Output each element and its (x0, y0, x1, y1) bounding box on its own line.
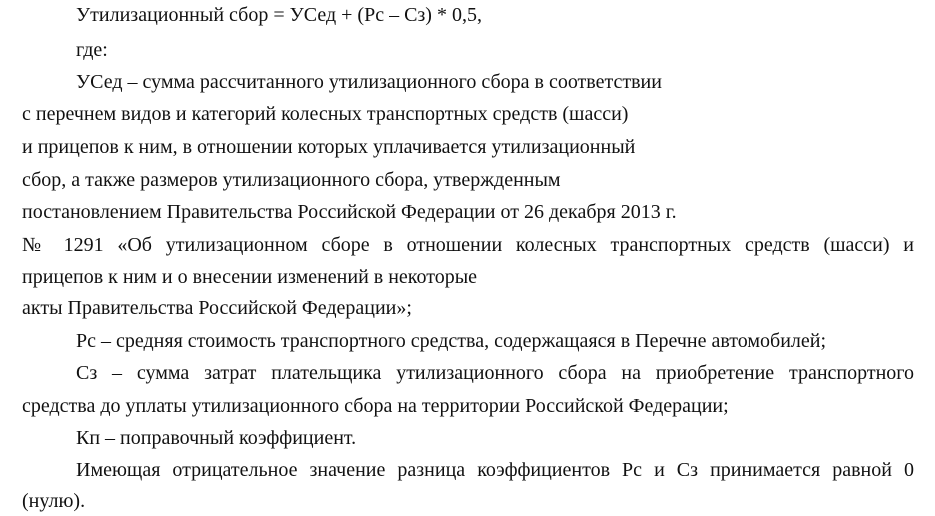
definition-us-ed-line-4: сбор, а также размеров утилизационного сбора, утвержденным (22, 169, 561, 191)
definition-rs: Рс – средняя стоимость транспортного средства, содержащаяся в Перечне автомобилей; (76, 330, 827, 352)
definition-us-ed-line-2: с перечнем видов и категорий колесных транспортных средств (шасси) (22, 103, 629, 125)
definition-kp: Кп – поправочный коэффициент. (76, 427, 357, 449)
note-line-1: Имеющая отрицательное значение разница коэффициентов Рс и Сз принимается равной 0 (76, 459, 914, 481)
definition-us-ed-line-8: акты Правительства Российской Федерации»; (22, 297, 412, 319)
definition-us-ed-line-3: и прицепов к ним, в отношении которых уплачивается утилизационный (22, 136, 636, 158)
definition-us-ed-line-5: постановлением Правительства Российской Федерации от 26 декабря 2013 г. (22, 201, 677, 223)
definition-us-ed-line-1: УСед – сумма рассчитанного утилизационного сбора в соответствии (76, 71, 662, 93)
formula-line: Утилизационный сбор = УСед + (Рс – Сз) * 0,5, (76, 4, 482, 26)
definition-us-ed-line-6: № 1291 «Об утилизационном сборе в отношении колесных транспортных средств (шасси) и (22, 234, 914, 256)
definition-sz-line-1: Сз – сумма затрат плательщика утилизационного сбора на приобретение транспортного (76, 362, 914, 384)
definition-sz-line-2: средства до уплаты утилизационного сбора на территории Российской Федерации; (22, 395, 729, 417)
where-label: где: (76, 39, 108, 61)
definition-us-ed-line-7: прицепов к ним и о внесении изменений в некоторые (22, 266, 478, 288)
note-line-2: (нулю). (22, 490, 86, 512)
